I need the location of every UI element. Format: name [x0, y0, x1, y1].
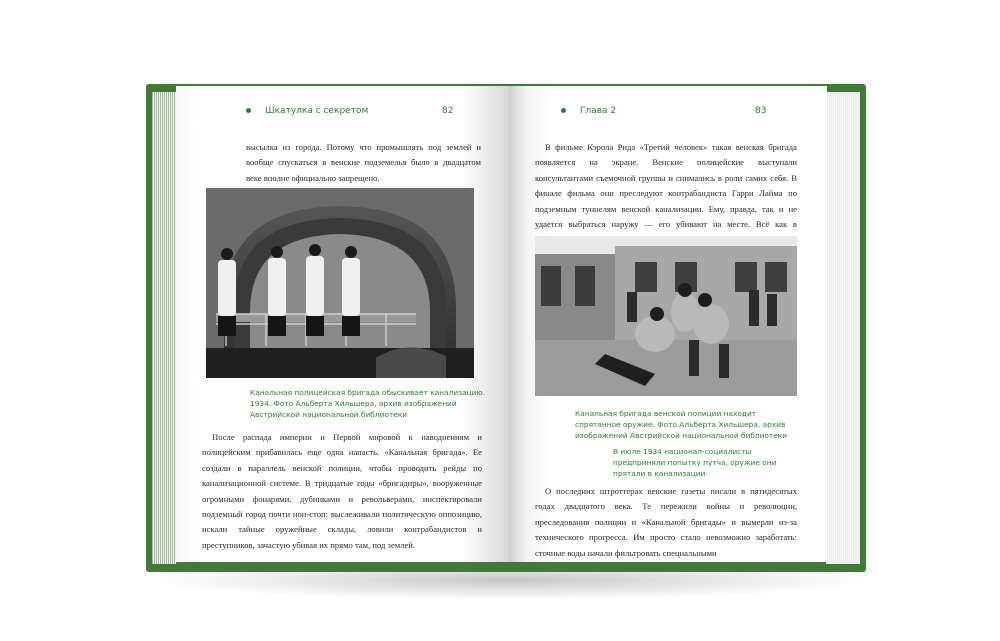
left-page-number: 82	[442, 106, 454, 116]
left-running-head-text: Шкатулка с секретом	[265, 106, 369, 116]
right-text-top	[535, 140, 797, 248]
left-page	[176, 86, 509, 562]
right-photo-note: В июле 1934 национал-социалисты предприняли попытку путча, оружие они прятали в канализации.	[613, 447, 777, 478]
sewer-brigade-photo	[206, 188, 474, 378]
right-photo-caption: Канальная бригада венской полиции находит спрятанное оружие. Фото Альберта Хильшера, архив изображений Австрийской национальной библиотеки	[575, 409, 788, 440]
bullet-icon	[246, 108, 251, 113]
right-running-head	[561, 106, 616, 116]
right-paragraph-top: В фильме Кэрола Рида «Третий человек» такая венская бригада появляется на экране. Венские полицейские выступали консультантами съемочной группы и снимались в роли самих себя. В финале фильма они преследуют контрабандиста Гарри Лайма по подземным туннелям венской канализации. Ему, правда, так и не удается выбраться наружу — его убивают на месте. Всё как в	[535, 142, 797, 230]
page-edges-left	[152, 92, 176, 564]
left-text-bottom	[202, 430, 482, 553]
right-paragraph-bottom: О последних штроттерах венские газеты писали в пятидесятых годах двадцатого века. Те пережили войны и революции, преследования полиции и «Канальной бригады» и вымерли из-за технического прогресса. Им просто стало невозможно заработать: сточные воды начали фильтровать специальными	[535, 486, 797, 558]
left-photo-caption: Канальная полицейская бригада обыскивает канализацию. 1934. Фото Альберта Хильшера, архив изображений Австрийской национальной библиотеки	[250, 388, 486, 419]
left-running-head	[246, 106, 368, 116]
right-text-bottom	[535, 484, 797, 561]
bullet-icon	[561, 108, 566, 113]
weapons-find-photo	[535, 236, 797, 396]
left-text-top: высылка из города. Потому что промышлять под землей и вообще спускаться в венские подземелья было в двадцатом веке вполне официально запрещено.	[246, 142, 481, 183]
left-paragraph: После распада империи и Первой мировой к наводнениям и полицейским прибавилась еще одна напасть. «Канальная бригада». Ее создали в параллель венской полиции, чтобы проводить рейды по канализационной системе. В тридцатые годы «бригадиры», вооруженные огромными фонарями, дубинками и револьверами, инспектировали подземный город почти нон-стоп: выслеживали политическую оппозицию, искали тайные оружейные склады, ловили контрабандистов и преступников, зачастую убивая их прямо там, под землей.	[202, 432, 482, 550]
page-edges-right	[826, 92, 860, 564]
right-running-head-text: Глава 2	[580, 106, 617, 116]
right-page-number: 83	[755, 106, 767, 116]
right-page	[509, 86, 827, 562]
